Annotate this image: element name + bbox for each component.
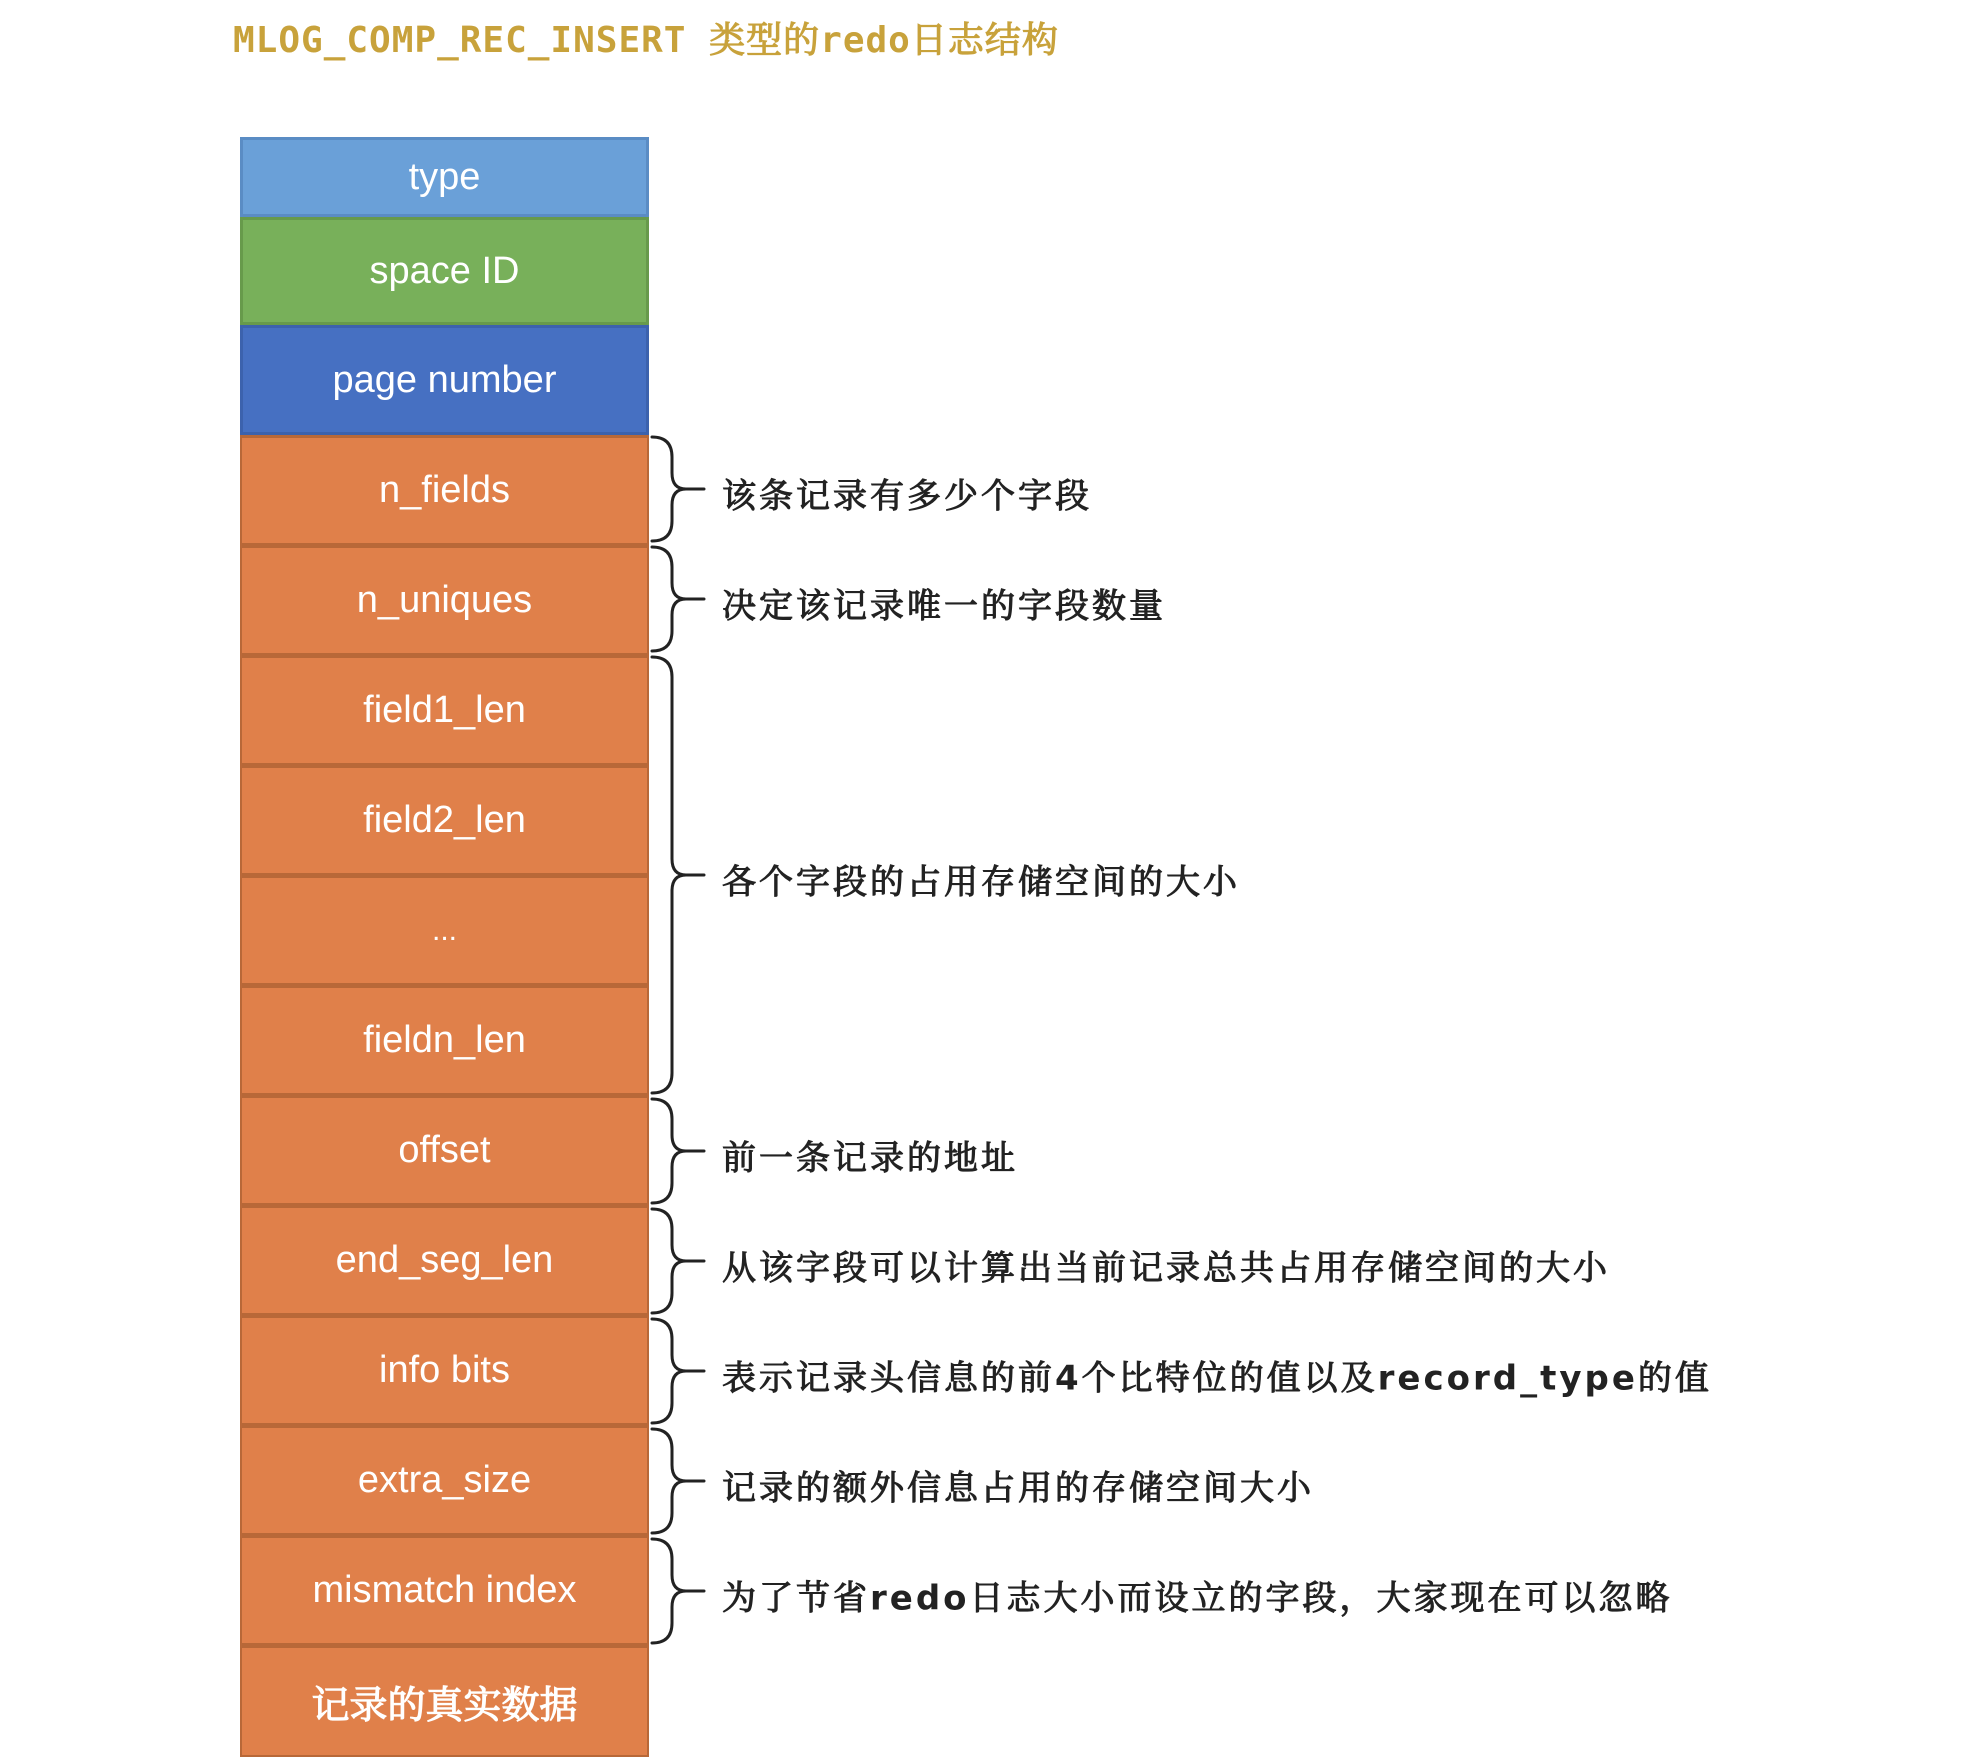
field-n-fields: n_fields [240,435,649,545]
brace-mismatch-index [652,1539,686,1643]
field-record-data: 记录的真实数据 [240,1645,649,1757]
field-extra-size: extra_size [240,1425,649,1535]
brace-n-uniques [652,547,686,651]
brace-extra-size [652,1429,686,1533]
note-extra-size: 记录的额外信息占用的存储空间大小 [722,1468,1314,1509]
field-info-bits: info bits [240,1315,649,1425]
field-ellipsis: ... [240,875,649,985]
note-n-fields: 该条记录有多少个字段 [722,476,1092,517]
diagram-title: MLOG_COMP_REC_INSERT 类型的redo日志结构 [233,20,1059,61]
brace-info-bits [652,1319,686,1423]
field-space-id: space ID [240,217,649,325]
note-offset: 前一条记录的地址 [722,1138,1018,1179]
brace-offset [652,1099,686,1203]
field-field2-len: field2_len [240,765,649,875]
note-n-uniques: 决定该记录唯一的字段数量 [722,586,1166,627]
brace-n-fields [652,437,686,541]
field-fieldn-len: fieldn_len [240,985,649,1095]
brace-end-seg-len [652,1209,686,1313]
field-offset: offset [240,1095,649,1205]
field-page-number: page number [240,325,649,435]
field-mismatch-index: mismatch index [240,1535,649,1645]
redo-log-structure-table [240,137,649,1757]
field-end-seg-len: end_seg_len [240,1205,649,1315]
field-type: type [240,137,649,217]
note-mismatch-index: 为了节省redo日志大小而设立的字段，大家现在可以忽略 [722,1578,1673,1619]
note-field-lengths: 各个字段的占用存储空间的大小 [722,862,1240,903]
brace-field-lengths [652,657,686,1093]
note-end-seg-len: 从该字段可以计算出当前记录总共占用存储空间的大小 [722,1248,1610,1289]
note-info-bits: 表示记录头信息的前4个比特位的值以及record_type的值 [722,1358,1712,1399]
field-field1-len: field1_len [240,655,649,765]
field-n-uniques: n_uniques [240,545,649,655]
